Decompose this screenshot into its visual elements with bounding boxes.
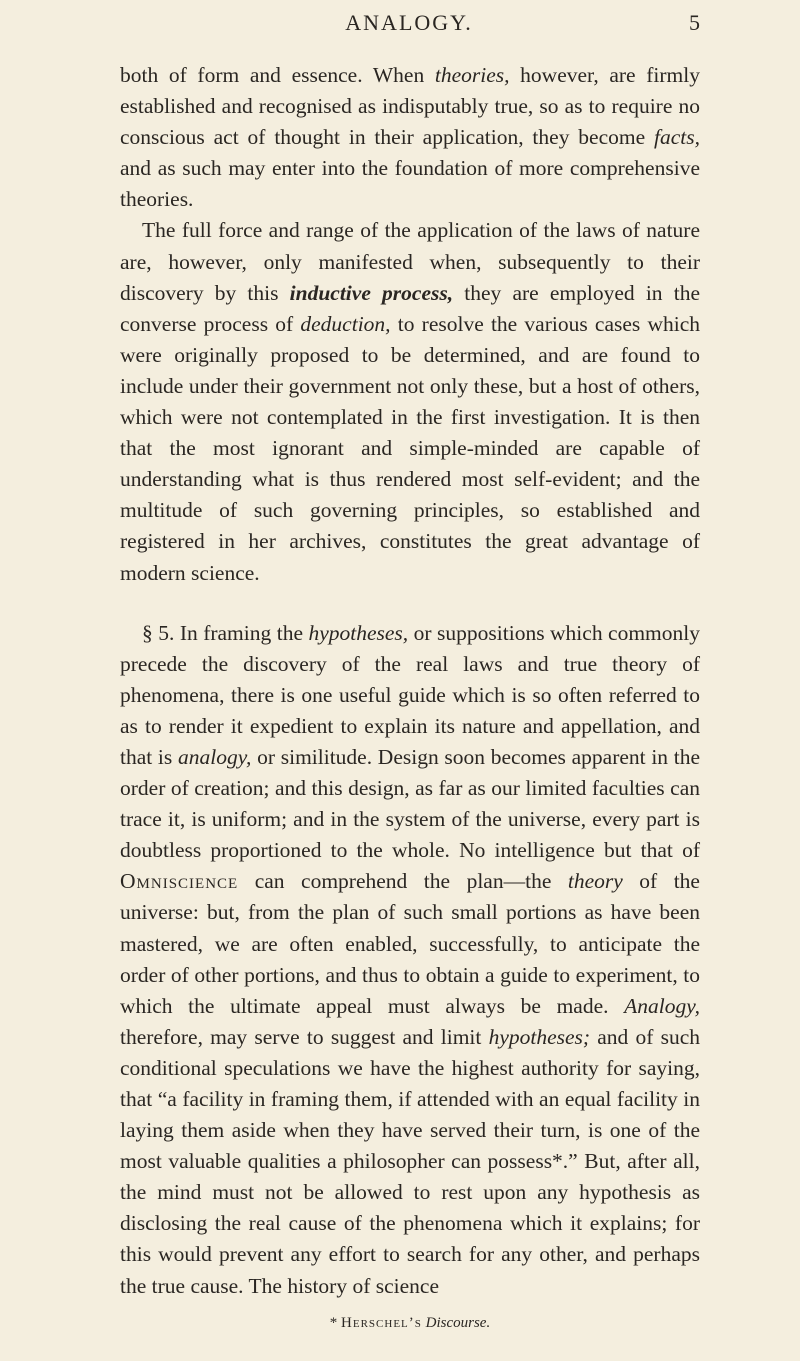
text-run: Analogy, [624,993,700,1018]
text-run: theories, [434,63,510,87]
footnote-work: Discourse. [425,1315,491,1331]
footnote-marker: * [329,1315,342,1331]
text-run: analogy, [177,744,252,769]
footnote-author: Herschel’s [341,1315,422,1331]
text-run: or similitude. Design soon becomes apparent in the order of creation; and this design, as far as our limited faculties can trace it, is uniform; and in the system of the universe, every part is doubtless proportioned to the whole. No intelligence but that of [120,744,700,863]
text-run: and of such conditional speculations we have the highest authority for saying, that “a facility in framing them, if attended with an equal facility in laying them aside when they have served their turn, is one of the most valuable qualities a philosopher can possess*.” But, after all, the mind must not be allowed to rest upon any hypothesis as disclosing the real cause of the phenomena which it explains; for this would prevent any effort to search for any other, and perhaps the true cause. The history of science [120,1024,700,1298]
text-run: § 5. In framing the [142,620,309,645]
text-run: inductive process, [289,280,454,305]
body-text [120,60,700,1302]
page-number: 5 [689,10,700,35]
text-run: both of form and essence. When [120,63,435,87]
text-run: however, are firmly established and recognised as indisputably true, so as to require no conscious act of thought in their application, they become [120,63,700,150]
text-run: of the universe: but, from the plan of such small portions as have been mastered, we are often enabled, successfully, to anticipate the order of other portions, and thus to obtain a guide to experiment, to which the ultimate appeal must always be made. [120,869,700,1018]
text-run: hypotheses, [308,620,409,645]
text-run: they are employed in the converse process of [120,280,700,336]
text-run: deduction, [300,311,391,336]
paragraph-continued [120,60,700,215]
footnote [120,1315,700,1332]
text-run: Omniscience [120,869,239,894]
text-run: theory [567,869,623,894]
page-header [118,10,700,50]
text-run: can comprehend the plan—the [238,869,568,894]
text-run: and as such may enter into the foundation of more comprehensive theories. [120,156,700,212]
paragraph-section-5 [120,618,700,1302]
text-run: therefore, may serve to suggest and limit [120,1024,489,1049]
paragraph-laws-of-nature [120,215,700,588]
text-run: or suppositions which commonly precede the discovery of the real laws and true theory of phenomena, there is one useful guide which is so often referred to as to render it expedient to explain its nature and appellation, and that is [120,620,700,769]
text-run: facts, [654,125,700,150]
text-run: to resolve the various cases which were originally proposed to be determined, and are found to include under their government not only these, but a host of others, which were not contemplated in the first investigation. It is then that the most ignorant and simple-minded are capable of understanding what is thus rendered most self-evident; and the multitude of such governing principles, so established and registered in her archives, constitutes the great advantage of modern science. [120,311,701,585]
text-run: hypotheses; [488,1024,591,1049]
running-head: ANALOGY. [345,10,473,35]
text-run: The full force and range of the application of the laws of nature are, however, only manifested when, subsequently to their discovery by this [120,218,700,305]
